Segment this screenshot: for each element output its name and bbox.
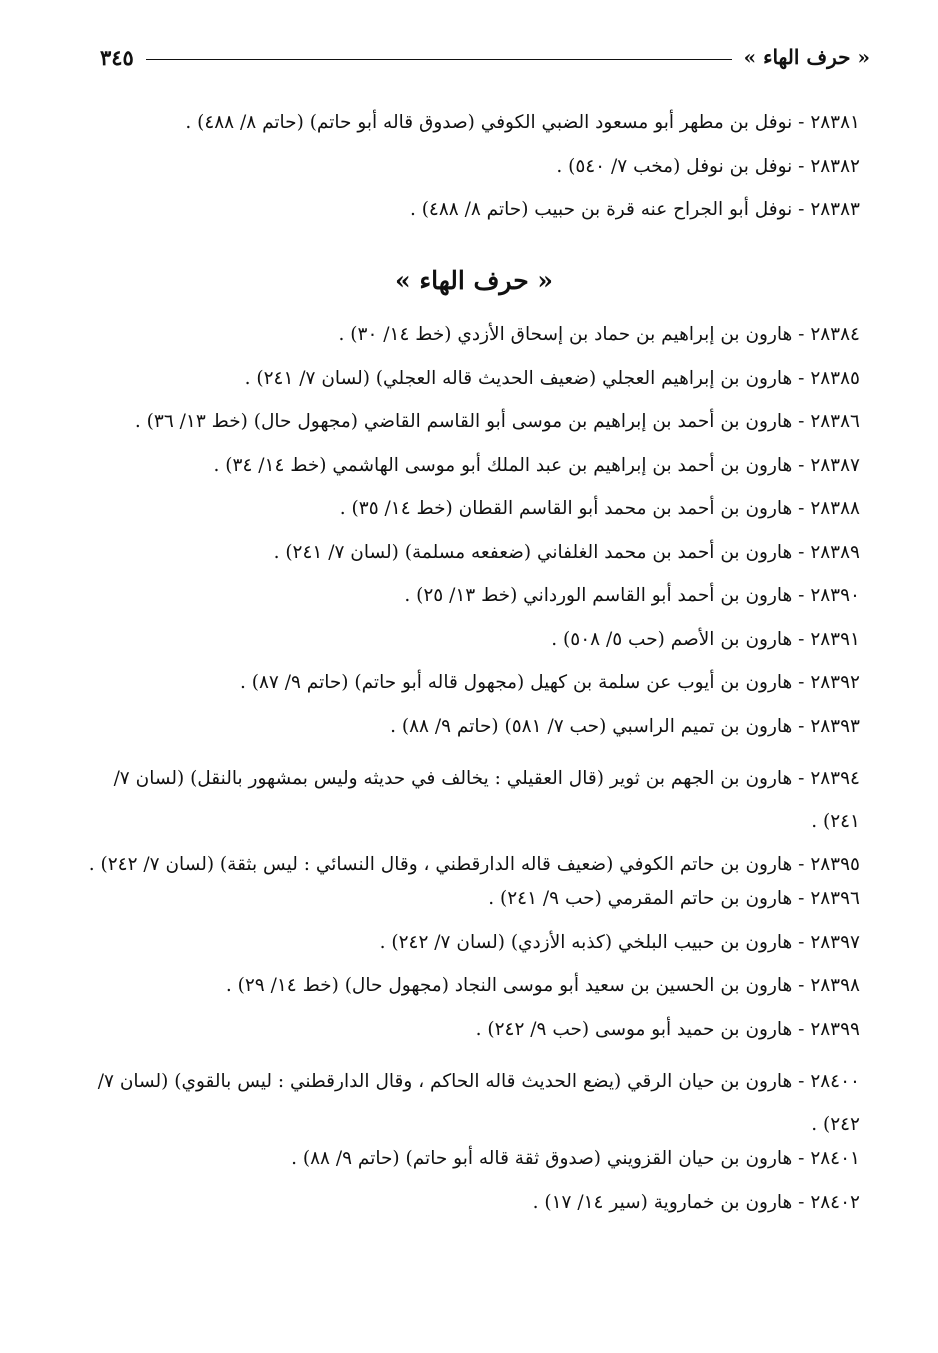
page-number: ٣٤٥ [100, 44, 134, 70]
entry-number: ٢٨٣٩٨ [810, 975, 860, 996]
section-heading: « حرف الهاء » [395, 266, 553, 295]
entry-text: نوفل بن مطهر أبو مسعود الضبي الكوفي (صدوق قاله أبو حاتم) (حاتم ٨/ ٤٨٨) . [185, 112, 793, 133]
list-item: ٢٨٣٨٢ - نوفل بن نوفل (مخب ٧/ ٥٤٠) . [556, 155, 860, 177]
entry-number: ٢٨٣٩٢ [810, 672, 860, 693]
entry-text: هارون بن أحمد بن محمد الغلفاني (ضعفعه مسلمة) (لسان ٧/ ٢٤١) . [273, 541, 793, 563]
list-item: ٢٨٣٩٦ - هارون بن حاتم المقرمي (حب ٩/ ٢٤١) . [488, 888, 860, 909]
list-item: ٢٨٣٩٠ - هارون بن أحمد أبو القاسم الورداني (خط ١٣/ ٢٥) . [404, 585, 860, 606]
entry-text: هارون بن أحمد بن إبراهيم بن موسى أبو القاسم القاضي (مجهول حال) (خط ١٣/ ٣٦) . [134, 411, 793, 432]
entry-number: ٢٨٣٨٢ [810, 155, 860, 177]
entry-number: ٢٨٣٩٩ [810, 1018, 860, 1040]
entry-number: ٢٨٣٩٠ [810, 585, 860, 606]
entry-text: هارون بن حاتم المقرمي (حب ٩/ ٢٤١) . [488, 888, 793, 909]
running-header [100, 40, 870, 74]
list-item: ٢٨٣٩٤ - هارون بن الجهم بن ثوير (قال العقيلي : يخالف في حديثه وليس بمشهور بالنقل) (لسان ٧/ ٢٤١) . [113, 768, 860, 832]
entry-number: ٢٨٤٠٠ [810, 1071, 860, 1092]
list-item: ٢٨٣٨٧ - هارون بن أحمد بن إبراهيم بن عبد الملك أبو موسى الهاشمي (خط ١٤/ ٣٤) . [213, 454, 860, 476]
list-item: ٢٨٤٠١ - هارون بن حيان القزويني (صدوق ثقة قاله أبو حاتم) (حاتم ٩/ ٨٨) . [291, 1148, 860, 1169]
page-content [88, 110, 860, 1233]
entry-number: ٢٨٣٨٧ [810, 454, 860, 476]
entry-text: هارون بن حيان الرقي (يضع الحديث قاله الحاكم ، وقال الدارقطني : ليس بالقوي) (لسان ٧/ ٢٤٢) . [97, 1071, 860, 1135]
entry-number: ٢٨٣٨٩ [810, 541, 860, 563]
entry-text: هارون بن أيوب عن سلمة بن كهيل (مجهول قاله أبو حاتم) (حاتم ٩/ ٨٧) . [239, 672, 793, 693]
entry-number: ٢٨٤٠٢ [810, 1191, 860, 1213]
entry-number: ٢٨٣٨٣ [810, 199, 860, 220]
entry-text: هارون بن حيان القزويني (صدوق ثقة قاله أبو حاتم) (حاتم ٩/ ٨٨) . [291, 1148, 793, 1169]
list-item: ٢٨٣٩٨ - هارون بن الحسين بن سعيد أبو موسى النجاد (مجهول حال) (خط ١٤/ ٢٩) . [225, 975, 860, 996]
entry-text: هارون بن خماروية (سير ١٤/ ١٧) . [532, 1191, 793, 1213]
list-item: ٢٨٣٨٥ - هارون بن إبراهيم العجلي (ضعيف الحديث قاله العجلي) (لسان ٧/ ٢٤١) . [244, 367, 860, 389]
entry-text: هارون بن حميد أبو موسى (حب ٩/ ٢٤٢) . [475, 1018, 793, 1040]
entry-number: ٢٨٤٠١ [810, 1148, 860, 1169]
entry-number: ٢٨٣٩٥ [810, 854, 860, 875]
entry-text: هارون بن تميم الراسبي (حب ٧/ ٥٨١) (حاتم ٩/ ٨٨) . [390, 715, 793, 737]
entry-number: ٢٨٣٨٨ [810, 498, 860, 519]
entry-text: هارون بن أحمد بن محمد أبو القاسم القطان (خط ١٤/ ٣٥) . [339, 498, 793, 519]
list-item: ٢٨٣٩١ - هارون بن الأصم (حب ٥/ ٥٠٨) . [551, 628, 860, 650]
list-item: ٢٨٣٨٩ - هارون بن أحمد بن محمد الغلفاني (ضعفعه مسلمة) (لسان ٧/ ٢٤١) . [273, 541, 860, 563]
list-item: ٢٨٤٠٢ - هارون بن خماروية (سير ١٤/ ١٧) . [532, 1191, 860, 1213]
entry-number: ٢٨٣٩٧ [810, 931, 860, 953]
entry-text: هارون بن حاتم الكوفي (ضعيف قاله الدارقطني ، وقال النسائي : ليس بثقة) (لسان ٧/ ٢٤٢) . [88, 854, 793, 875]
list-item: ٢٨٣٨٤ - هارون بن إبراهيم بن حماد بن إسحاق الأزدي (خط ١٤/ ٣٠) . [338, 324, 860, 345]
list-item: ٢٨٣٨٦ - هارون بن أحمد بن إبراهيم بن موسى أبو القاسم القاضي (مجهول حال) (خط ١٣/ ٣٦) . [134, 411, 860, 432]
entry-text: هارون بن الأصم (حب ٥/ ٥٠٨) . [551, 628, 793, 650]
entry-text: نوفل أبو الجراح عنه قرة بن حبيب (حاتم ٨/ ٤٨٨) . [409, 199, 793, 220]
entry-number: ٢٨٣٨٤ [810, 324, 860, 345]
entry-number: ٢٨٣٨٥ [810, 367, 860, 389]
list-item: ٢٨٤٠٠ - هارون بن حيان الرقي (يضع الحديث قاله الحاكم ، وقال الدارقطني : ليس بالقوي) (لسان ٧/ ٢٤٢) . [97, 1071, 860, 1135]
list-item: ٢٨٣٨١ - نوفل بن مطهر أبو مسعود الضبي الكوفي (صدوق قاله أبو حاتم) (حاتم ٨/ ٤٨٨) . [185, 112, 860, 133]
entry-text: نوفل بن نوفل (مخب ٧/ ٥٤٠) . [556, 155, 793, 177]
list-item: ٢٨٣٨٣ - نوفل أبو الجراح عنه قرة بن حبيب (حاتم ٨/ ٤٨٨) . [409, 199, 860, 220]
entry-number: ٢٨٣٩٦ [810, 888, 860, 909]
list-item: ٢٨٣٩٢ - هارون بن أيوب عن سلمة بن كهيل (مجهول قاله أبو حاتم) (حاتم ٩/ ٨٧) . [239, 672, 860, 693]
entry-text: هارون بن الحسين بن سعيد أبو موسى النجاد (مجهول حال) (خط ١٤/ ٢٩) . [225, 975, 793, 996]
entry-number: ٢٨٣٩٤ [810, 768, 860, 789]
entry-number: ٢٨٣٩٣ [810, 715, 860, 737]
entry-text: هارون بن أحمد بن إبراهيم بن عبد الملك أبو موسى الهاشمي (خط ١٤/ ٣٤) . [213, 454, 793, 476]
list-item: ٢٨٣٨٨ - هارون بن أحمد بن محمد أبو القاسم القطان (خط ١٤/ ٣٥) . [339, 498, 860, 519]
entry-text: هارون بن إبراهيم بن حماد بن إسحاق الأزدي (خط ١٤/ ٣٠) . [338, 324, 793, 345]
header-title: « حرف الهاء » [743, 45, 870, 69]
entry-number: ٢٨٣٩١ [810, 628, 860, 650]
list-item: ٢٨٣٩٣ - هارون بن تميم الراسبي (حب ٧/ ٥٨١) (حاتم ٩/ ٨٨) . [390, 715, 860, 737]
entry-text: هارون بن أحمد أبو القاسم الورداني (خط ١٣/ ٢٥) . [404, 585, 793, 606]
entry-text: هارون بن الجهم بن ثوير (قال العقيلي : يخالف في حديثه وليس بمشهور بالنقل) (لسان ٧/ ٢٤١) . [113, 768, 860, 832]
entry-text: هارون بن إبراهيم العجلي (ضعيف الحديث قاله العجلي) (لسان ٧/ ٢٤١) . [244, 367, 793, 389]
list-item: ٢٨٣٩٧ - هارون بن حبيب البلخي (كذبه الأزدي) (لسان ٧/ ٢٤٢) . [379, 931, 860, 953]
list-item: ٢٨٣٩٥ - هارون بن حاتم الكوفي (ضعيف قاله الدارقطني ، وقال النسائي : ليس بثقة) (لسان ٧/ ٢٤٢) . [88, 854, 860, 875]
list-item: ٢٨٣٩٩ - هارون بن حميد أبو موسى (حب ٩/ ٢٤٢) . [475, 1018, 860, 1040]
entry-text: هارون بن حبيب البلخي (كذبه الأزدي) (لسان ٧/ ٢٤٢) . [379, 931, 793, 953]
entry-number: ٢٨٣٨١ [810, 112, 860, 133]
entry-number: ٢٨٣٨٦ [810, 411, 860, 432]
header-rule [146, 59, 732, 60]
